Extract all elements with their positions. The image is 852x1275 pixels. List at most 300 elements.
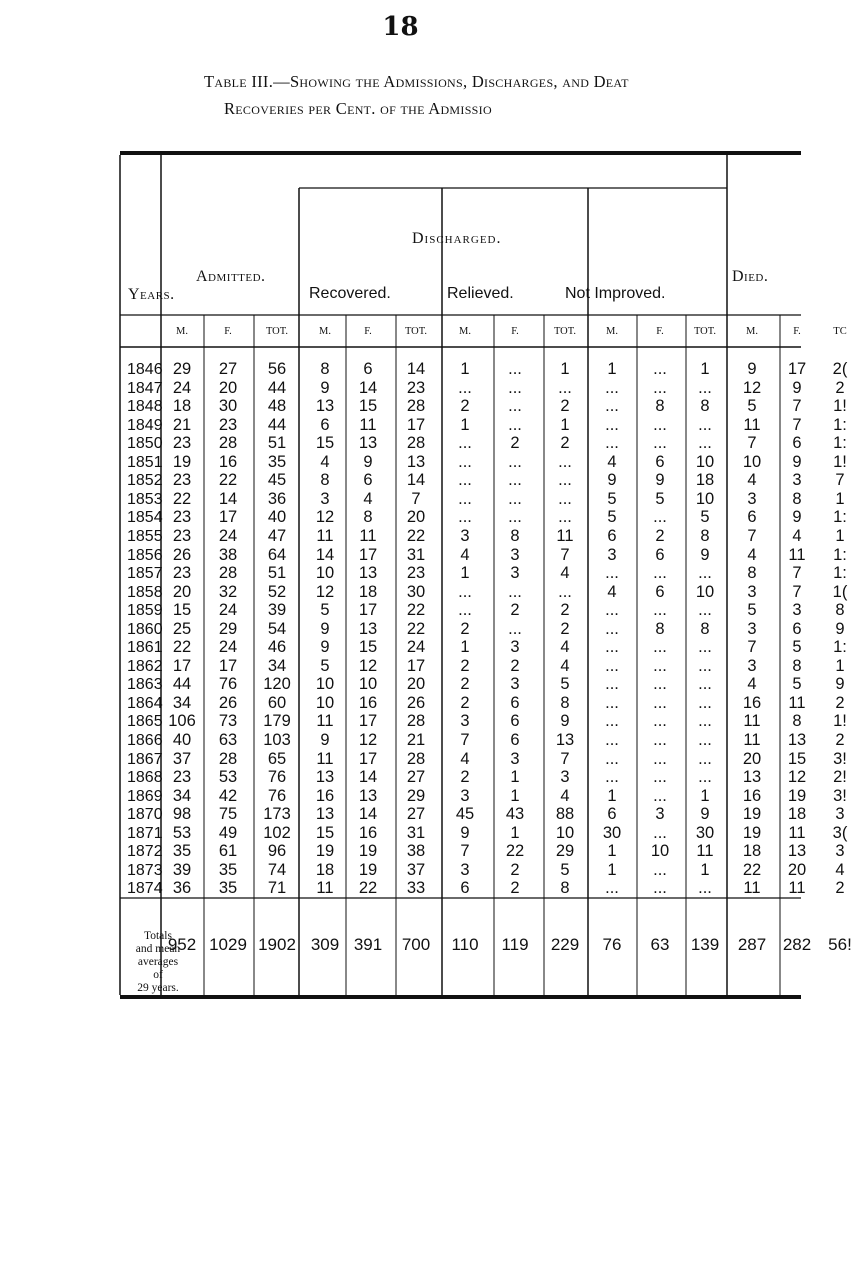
table-cell: 3! xyxy=(833,786,847,805)
table-cell: 11 xyxy=(788,693,806,712)
table-cell: ... xyxy=(653,656,667,675)
table-cell: 11 xyxy=(743,415,761,434)
row-year: 1865 xyxy=(127,713,163,731)
table-cell: 39 xyxy=(267,601,287,620)
table-cell: ... xyxy=(698,749,712,768)
row-year: 1852 xyxy=(127,472,163,490)
table-cell: 44 xyxy=(267,378,287,397)
table-cell: 4 xyxy=(363,489,373,508)
table-cell: 5 xyxy=(655,489,665,508)
table-cell: 39 xyxy=(172,860,192,879)
table-cell: 28 xyxy=(218,749,238,768)
table-cell: 2 xyxy=(560,601,570,620)
table-cell: 19 xyxy=(742,805,762,824)
table-cell: ... xyxy=(653,860,667,879)
table-cell: 106 xyxy=(168,712,196,731)
table-cell: 4 xyxy=(560,656,570,675)
table-cell: 16 xyxy=(358,693,378,712)
table-cell: 24 xyxy=(406,638,426,657)
table-cell: 8 xyxy=(792,489,802,508)
table-cell: 16 xyxy=(315,786,335,805)
row-year: 1848 xyxy=(127,398,163,416)
subheader-m: M. xyxy=(176,326,188,337)
table-cell: 14 xyxy=(218,489,238,508)
subheader-m: M. xyxy=(459,326,471,337)
table-cell: 34 xyxy=(172,693,192,712)
table-cell: 23 xyxy=(172,434,192,453)
table-cell: 2 xyxy=(510,434,520,453)
table-cell: 31 xyxy=(406,545,426,564)
table-cell: 2! xyxy=(833,768,847,787)
table-cell: ... xyxy=(698,768,712,787)
table-cell: 9 xyxy=(320,378,330,397)
row-year: 1862 xyxy=(127,657,163,675)
table-cell: ... xyxy=(605,768,619,787)
table-cell: 8 xyxy=(320,360,330,378)
table-cell: 1 xyxy=(460,415,470,434)
table-cell: ... xyxy=(458,508,472,527)
table-cell: 22 xyxy=(172,638,192,657)
header-discharged: Discharged. xyxy=(412,230,502,247)
table-cell: 10 xyxy=(315,693,335,712)
totals-cell: 56! xyxy=(828,935,852,954)
totals-cell: 1029 xyxy=(209,935,247,954)
table-cell: 15 xyxy=(315,434,335,453)
table-cell: 3 xyxy=(835,842,845,861)
table-cell: ... xyxy=(653,675,667,694)
table-cell: ... xyxy=(653,731,667,749)
table-cell: ... xyxy=(653,749,667,768)
table-cell: ... xyxy=(458,434,472,453)
row-year: 1870 xyxy=(127,806,163,824)
table-cell: 40 xyxy=(267,508,287,527)
table-cell: 35 xyxy=(267,452,287,471)
table-cell: ... xyxy=(605,712,619,731)
table-cell: 6 xyxy=(655,452,665,471)
table-cell: 9 xyxy=(700,805,710,824)
table-cell: 9 xyxy=(747,360,757,378)
table-cell: 8 xyxy=(363,508,373,527)
table-cell: 4 xyxy=(747,471,757,490)
table-cell: 173 xyxy=(263,805,291,824)
table-cell: 7 xyxy=(460,731,470,749)
table-cell: 15 xyxy=(358,638,378,657)
table-cell: 98 xyxy=(172,805,192,824)
table-cell: 52 xyxy=(267,582,287,601)
table-cell: 1 xyxy=(835,526,845,545)
table-cell: 12 xyxy=(315,508,335,527)
table-cell: 21 xyxy=(172,415,192,434)
table-cell: 9 xyxy=(835,675,845,694)
table-cell: 75 xyxy=(218,805,238,824)
table-cell: 14 xyxy=(358,378,378,397)
table-cell: ... xyxy=(458,601,472,620)
table-cell: 32 xyxy=(218,582,238,601)
table-cell: 4 xyxy=(607,582,617,601)
table-cell: 7 xyxy=(792,415,802,434)
table-cell: 8 xyxy=(655,619,665,638)
header-died: Died. xyxy=(732,268,769,285)
table-cell: 29 xyxy=(406,786,426,805)
table-cell: 7 xyxy=(792,564,802,583)
table-cell: 30 xyxy=(406,582,426,601)
table-cell: 8 xyxy=(510,526,520,545)
table-cell: 102 xyxy=(263,823,291,842)
table-cell: 3 xyxy=(747,582,757,601)
table-cell: 10 xyxy=(358,675,378,694)
table-cell: 15 xyxy=(315,823,335,842)
table-cell: 179 xyxy=(263,712,291,731)
table-cell: 5 xyxy=(320,601,330,620)
table-cell: ... xyxy=(508,415,522,434)
row-year: 1868 xyxy=(127,769,163,787)
table-cell: 1 xyxy=(607,360,617,378)
table-cell: 12 xyxy=(315,582,335,601)
table-cell: 31 xyxy=(406,823,426,842)
table-cell: ... xyxy=(653,638,667,657)
table-cell: ... xyxy=(605,693,619,712)
row-year: 1858 xyxy=(127,583,163,601)
table-cell: 6 xyxy=(510,712,520,731)
subheader-f: F. xyxy=(224,326,232,337)
row-year: 1864 xyxy=(127,694,163,712)
table-cell: 16 xyxy=(358,823,378,842)
table-cell: 20 xyxy=(406,675,426,694)
table-cell: 8 xyxy=(700,619,710,638)
table-cell: 1! xyxy=(833,452,847,471)
table-cell: ... xyxy=(508,619,522,638)
table-cell: 33 xyxy=(406,879,426,898)
table-cell: ... xyxy=(508,582,522,601)
table-cell: 71 xyxy=(267,879,287,898)
subheader-tot: TOT. xyxy=(265,326,289,337)
table-cell: 6 xyxy=(363,471,373,490)
table-cell: 10 xyxy=(695,582,715,601)
table-cell: 23 xyxy=(172,768,192,787)
row-year: 1860 xyxy=(127,620,163,638)
table-cell: 65 xyxy=(267,749,287,768)
table-cell: 5 xyxy=(607,508,617,527)
row-year: 1846 xyxy=(127,361,163,378)
table-cell: ... xyxy=(653,378,667,397)
table-cell: 49 xyxy=(218,823,238,842)
table-cell: 43 xyxy=(505,805,525,824)
table-cell: 17 xyxy=(218,656,238,675)
table-cell: ... xyxy=(653,786,667,805)
table-cell: 19 xyxy=(172,452,192,471)
table-cell: ... xyxy=(605,879,619,898)
table-cell: 76 xyxy=(267,786,287,805)
table-cell: ... xyxy=(508,378,522,397)
table-cell: 11 xyxy=(788,823,806,842)
table-cell: 8 xyxy=(560,693,570,712)
table-cell: ... xyxy=(458,452,472,471)
table-cell: 3 xyxy=(320,489,330,508)
totals-cell: 110 xyxy=(451,935,479,954)
table-cell: 24 xyxy=(172,378,192,397)
table-cell: 2 xyxy=(560,619,570,638)
table-cell: 23 xyxy=(172,508,192,527)
table-cell: 4 xyxy=(460,749,470,768)
table-cell: 14 xyxy=(406,360,426,378)
table-cell: 18 xyxy=(787,805,807,824)
table-cell: 13 xyxy=(315,805,335,824)
table-cell: 2 xyxy=(510,601,520,620)
totals-cell: 139 xyxy=(690,935,720,954)
table-cell: 7 xyxy=(835,471,845,490)
table-cell: 38 xyxy=(406,842,426,861)
table-cell: 9 xyxy=(835,619,845,638)
table-cell: 14 xyxy=(406,471,426,490)
table-cell: 16 xyxy=(742,786,762,805)
table-cell: 17 xyxy=(172,656,192,675)
row-year: 1854 xyxy=(127,509,163,527)
table-cell: 11 xyxy=(788,545,806,564)
table-cell: ... xyxy=(508,452,522,471)
subheader-m: M. xyxy=(606,326,618,337)
table-cell: 35 xyxy=(218,879,238,898)
table-cell: 19 xyxy=(315,842,335,861)
table-cell: 2 xyxy=(460,768,470,787)
table-cell: 13 xyxy=(358,434,378,453)
table-cell: 15 xyxy=(358,397,378,416)
table-cell: 28 xyxy=(218,564,238,583)
table-cell: 11 xyxy=(359,415,377,434)
row-year: 1867 xyxy=(127,750,163,768)
table-cell: ... xyxy=(653,508,667,527)
table-cell: 1: xyxy=(833,415,847,434)
table-cell: 8 xyxy=(792,712,802,731)
subheader-f: F. xyxy=(793,326,801,337)
table-title-line2: Recoveries per Cent. of the Admissio xyxy=(224,99,492,118)
table-cell: 3 xyxy=(747,489,757,508)
row-year: 1872 xyxy=(127,843,163,861)
table-cell: 1( xyxy=(832,582,848,601)
table-cell: ... xyxy=(605,638,619,657)
subheader-tot: TOT. xyxy=(693,326,717,337)
table-cell: 3 xyxy=(510,564,520,583)
table-cell: 2 xyxy=(655,526,665,545)
table-cell: 12 xyxy=(742,378,762,397)
table-cell: 47 xyxy=(267,526,287,545)
table-cell: 10 xyxy=(695,489,715,508)
table-cell: 9 xyxy=(560,712,570,731)
table-cell: 7 xyxy=(747,638,757,657)
table-cell: 17 xyxy=(358,712,378,731)
table-cell: 17 xyxy=(406,656,426,675)
table-cell: 4 xyxy=(560,638,570,657)
table-cell: ... xyxy=(605,601,619,620)
table-cell: ... xyxy=(653,712,667,731)
table-cell: ... xyxy=(605,619,619,638)
table-cell: 5 xyxy=(560,675,570,694)
subheader-tot: TOT. xyxy=(553,326,577,337)
table-cell: 3 xyxy=(510,749,520,768)
table-cell: 5 xyxy=(560,860,570,879)
table-cell: 3( xyxy=(832,823,848,842)
table-cell: 7 xyxy=(560,749,570,768)
table-cell: ... xyxy=(605,378,619,397)
table-cell: 5 xyxy=(700,508,710,527)
table-cell: 35 xyxy=(172,842,192,861)
table-cell: 10 xyxy=(555,823,575,842)
table-cell: 4 xyxy=(747,675,757,694)
table-cell: 8 xyxy=(835,601,845,620)
header-years: Years. xyxy=(128,286,175,303)
table-cell: 1 xyxy=(607,860,617,879)
table-cell: 1 xyxy=(510,786,520,805)
table-cell: ... xyxy=(558,582,572,601)
table-cell: 28 xyxy=(406,397,426,416)
table-cell: 8 xyxy=(560,879,570,898)
table-cell: 24 xyxy=(218,526,238,545)
row-year: 1874 xyxy=(127,880,163,898)
table-cell: 9 xyxy=(655,471,665,490)
table-cell: 54 xyxy=(267,619,287,638)
table-cell: 29 xyxy=(555,842,575,861)
table-cell: 17 xyxy=(218,508,238,527)
table-cell: 19 xyxy=(358,842,378,861)
table-cell: 51 xyxy=(267,434,287,453)
table-cell: 6 xyxy=(792,434,802,453)
table-cell: 30 xyxy=(695,823,715,842)
table-cell: 12 xyxy=(358,656,378,675)
table-cell: 28 xyxy=(406,749,426,768)
table-cell: 6 xyxy=(747,508,757,527)
table-cell: 3 xyxy=(460,860,470,879)
table-cell: 44 xyxy=(267,415,287,434)
table-cell: 6 xyxy=(363,360,373,378)
table-cell: 10 xyxy=(315,564,335,583)
table-cell: 37 xyxy=(406,860,426,879)
table-cell: 34 xyxy=(172,786,192,805)
table-cell: 73 xyxy=(218,712,238,731)
table-cell: 6 xyxy=(510,693,520,712)
table-cell: 22 xyxy=(358,879,378,898)
table-cell: 3 xyxy=(747,656,757,675)
table-cell: 4 xyxy=(560,786,570,805)
table-cell: 1! xyxy=(833,712,847,731)
table-cell: 17 xyxy=(358,545,378,564)
table-cell: 38 xyxy=(218,545,238,564)
table-cell: 22 xyxy=(742,860,762,879)
table-cell: ... xyxy=(698,693,712,712)
table-cell: ... xyxy=(558,471,572,490)
table-cell: 48 xyxy=(267,397,287,416)
table-cell: 2 xyxy=(460,675,470,694)
row-year: 1851 xyxy=(127,453,163,471)
table-cell: 2 xyxy=(835,693,845,712)
table-cell: ... xyxy=(508,471,522,490)
table-cell: 4 xyxy=(460,545,470,564)
table-cell: ... xyxy=(653,768,667,787)
table-cell: ... xyxy=(698,638,712,657)
table-cell: 1 xyxy=(510,768,520,787)
row-year: 1857 xyxy=(127,565,163,583)
table-cell: 9 xyxy=(700,545,710,564)
table-cell: 22 xyxy=(406,601,426,620)
table-cell: 10 xyxy=(695,452,715,471)
row-year: 1855 xyxy=(127,527,163,545)
table-cell: 103 xyxy=(263,731,291,749)
totals-cell: 1902 xyxy=(258,935,296,954)
table-cell: 13 xyxy=(406,452,426,471)
table-cell: ... xyxy=(508,397,522,416)
table-cell: 20 xyxy=(406,508,426,527)
table-cell: 11 xyxy=(316,749,334,768)
table-cell: 60 xyxy=(267,693,287,712)
table-cell: 11 xyxy=(316,879,334,898)
table-cell: 1: xyxy=(833,638,847,657)
table-cell: 24 xyxy=(218,601,238,620)
totals-cell: 63 xyxy=(650,935,670,954)
table-cell: 19 xyxy=(358,860,378,879)
table-cell: 74 xyxy=(267,860,287,879)
subheader-m: M. xyxy=(319,326,331,337)
totals-cell: 287 xyxy=(737,935,767,954)
table-cell: 4 xyxy=(835,860,845,879)
table-cell: 1: xyxy=(833,434,847,453)
table-cell: 3 xyxy=(460,526,470,545)
table-cell: 2 xyxy=(510,656,520,675)
table-cell: 15 xyxy=(787,749,807,768)
table-cell: 4 xyxy=(792,526,802,545)
table-cell: 4 xyxy=(560,564,570,583)
table-cell: 8 xyxy=(700,526,710,545)
table-cell: ... xyxy=(458,582,472,601)
table-cell: 18 xyxy=(742,842,762,861)
table-cell: 3 xyxy=(792,601,802,620)
table-cell: ... xyxy=(605,397,619,416)
table-cell: 1 xyxy=(560,360,570,378)
table-cell: 3 xyxy=(835,805,845,824)
table-cell: ... xyxy=(458,471,472,490)
table-cell: 3 xyxy=(510,638,520,657)
table-cell: 23 xyxy=(172,526,192,545)
table-cell: 10 xyxy=(742,452,762,471)
row-year: 1850 xyxy=(127,435,163,453)
table-cell: 6 xyxy=(792,619,802,638)
table-cell: 5 xyxy=(792,675,802,694)
table-cell: 1 xyxy=(560,415,570,434)
table-cell: ... xyxy=(698,656,712,675)
table-cell: 9 xyxy=(320,619,330,638)
table-cell: 19 xyxy=(787,786,807,805)
table-cell: 11 xyxy=(743,879,761,898)
table-cell: 1 xyxy=(700,860,710,879)
totals-cell: 952 xyxy=(167,935,197,954)
table-cell: 12 xyxy=(358,731,378,749)
table-cell: ... xyxy=(698,415,712,434)
table-cell: 34 xyxy=(267,656,287,675)
table-cell: ... xyxy=(458,489,472,508)
table-cell: 27 xyxy=(406,768,426,787)
table-cell: 120 xyxy=(263,675,291,694)
table-cell: 9 xyxy=(607,471,617,490)
table-cell: ... xyxy=(653,879,667,898)
table-cell: 14 xyxy=(315,545,335,564)
table-cell: ... xyxy=(698,675,712,694)
table-cell: 23 xyxy=(172,471,192,490)
subheader-tot: TC xyxy=(833,326,847,337)
table-cell: 3 xyxy=(655,805,665,824)
totals-cell: 119 xyxy=(501,935,529,954)
table-cell: 28 xyxy=(406,712,426,731)
table-cell: 13 xyxy=(358,564,378,583)
table-cell: 4 xyxy=(747,545,757,564)
table-cell: 14 xyxy=(358,805,378,824)
table-cell: 51 xyxy=(267,564,287,583)
